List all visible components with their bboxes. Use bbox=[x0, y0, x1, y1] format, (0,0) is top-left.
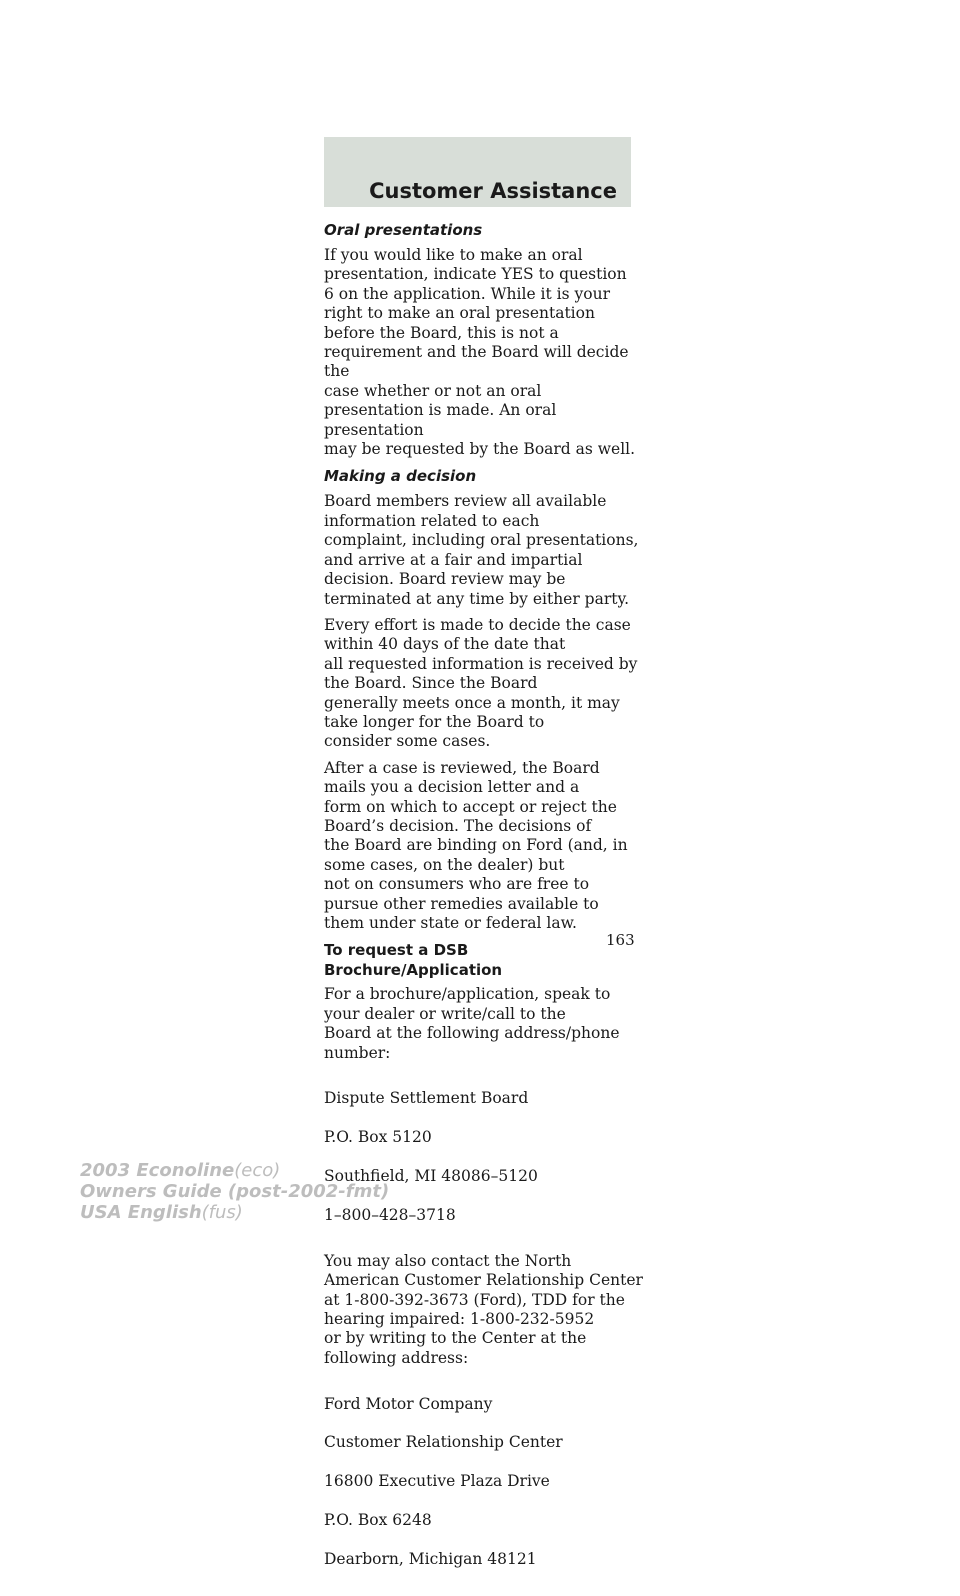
address-line: P.O. Box 5120 bbox=[324, 1128, 432, 1147]
section-title: Customer Assistance bbox=[369, 179, 617, 203]
footer-model-code: (eco) bbox=[234, 1160, 281, 1181]
page-content bbox=[324, 220, 644, 1596]
paragraph-oral-presentations: If you would like to make an oral presentation, indicate YES to question 6 on the application. While it is your right to make an oral presentation before the Board, this is not a requirement and the Board will decide the case whether or not an oral presentation is made. An oral presentation may be requested by the Board as well. bbox=[324, 246, 636, 459]
footer-line-model bbox=[80, 1160, 389, 1181]
address-line: Customer Relationship Center bbox=[324, 1433, 563, 1452]
address-line: P.O. Box 6248 bbox=[324, 1510, 432, 1529]
heading-oral-presentations: Oral presentations bbox=[324, 221, 483, 239]
paragraph-request-instructions: For a brochure/application, speak to your dealer or write/call to the Board at the following address/phone number: bbox=[324, 985, 620, 1062]
header-band bbox=[324, 137, 631, 207]
footer-line-guide: Owners Guide (post-2002-fmt) bbox=[80, 1181, 390, 1202]
heading-making-a-decision: Making a decision bbox=[324, 467, 477, 486]
address-line: Southfield, MI 48086–5120 bbox=[324, 1167, 538, 1186]
paragraph-decision-letter: After a case is reviewed, the Board mails you a decision letter and a form on which to accept or reject the Board’s decision. The decisions of the Board are binding on Ford (and, in some cases, on the dealer) but not on consumers who are free to pursue other remedies available to them under state or federal law. bbox=[324, 758, 628, 932]
address-line: 16800 Executive Plaza Drive bbox=[324, 1472, 550, 1491]
phone-line: 1–800–428–3718 bbox=[324, 1205, 456, 1224]
heading-request-brochure: To request a DSB Brochure/Application bbox=[324, 941, 503, 980]
paragraph-board-review: Board members review all available information related to each complaint, including oral presentations, and arrive at a fair and impartial decision. Board review may be terminated at any time by either party. bbox=[324, 492, 639, 608]
address-line: Dearborn, Michigan 48121 bbox=[324, 1549, 537, 1568]
document-footer bbox=[80, 1160, 389, 1223]
address-line: Ford Motor Company bbox=[324, 1394, 493, 1413]
footer-language-name: USA English bbox=[80, 1202, 202, 1223]
page-number: 163 bbox=[606, 931, 635, 949]
paragraph-customer-center: You may also contact the North American Customer Relationship Center at 1-800-392-3673 (Ford), TDD for the hearing impaired: 1-800-232-5952 or by writing to the Center at the following address: bbox=[324, 1251, 643, 1367]
footer-model-name: 2003 Econoline bbox=[80, 1160, 235, 1181]
ford-address-block bbox=[324, 1375, 644, 1588]
address-line: Dispute Settlement Board bbox=[324, 1089, 529, 1108]
footer-language-code: (fus) bbox=[201, 1202, 243, 1223]
footer-line-language bbox=[80, 1202, 389, 1223]
paragraph-decision-timing: Every effort is made to decide the case within 40 days of the date that all requested information is received by the Board. Since the Board generally meets once a month, it may take longer for the Board to consider some cases. bbox=[324, 615, 638, 751]
